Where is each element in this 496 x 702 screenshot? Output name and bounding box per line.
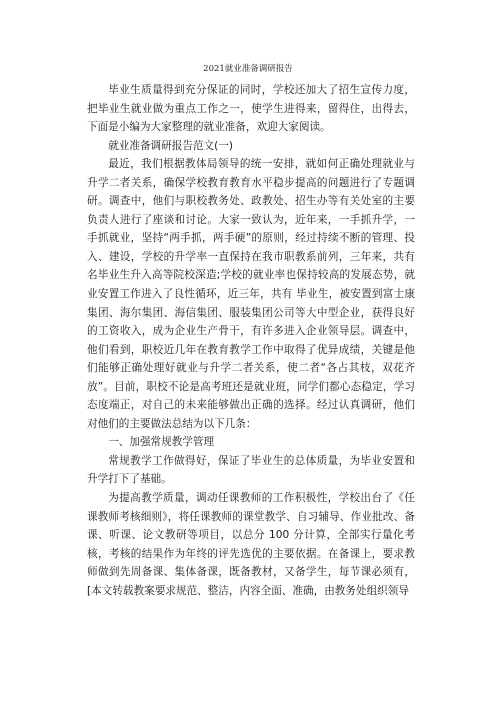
section-heading-sample-one: 就业准备调研报告范文(一)	[108, 139, 233, 152]
document-body	[87, 81, 415, 600]
document-title: 2021就业准备调研报告	[203, 64, 293, 74]
body-paragraph: 最近，我们根据教体局领导的统一安排，就如何正确处理就业与升学二者关系，确保学校教育教育水平稳步提高的问题进行了专题调研。调查中，他们与职校教务处、政教处、招生办等有关处室的主要负责人进行了座谈和讨论。大家一致认为，近年来，一手抓升学，一手抓就业，坚持“两手抓，两手硬”的原则，经过持续不断的管理、投入、建设，学校的升学率一直保持在我市职教系前列，三年来，共有 名毕业生升入高等院校深造;学校的就业率也保持较高的发展态势，就业安置工作进入了良性循环，近三年，共有 毕业生，被安置到富士康集团、海尔集团、海信集团、服装集团公司等大中型企业，获得良好的工资收入，成为企业生产骨干，有许多进入企业领导层。调查中，他们看到，职校近几年在教育教学工作中取得了优异成绩，关键是他们能够正确处理好就业与升学二者关系，使二者“各占其枝，双花齐放”。目前，职校不论是高考班还是就业班，同学们都心态稳定，学习态度端正，对自己的未来能够做出正确的选择。经过认真调研，他们对他们的主要做法总结为以下几条：	[87, 158, 415, 430]
subsection-heading: 一、加强常规教学管理	[108, 436, 215, 449]
body-paragraph: 为提高教学质量，调动任课教师的工作积极性，学校出台了《任课教师考核细则》，将任课教师的课堂教学、自习辅导、作业批改、备课、听课、论文教研等项目，以总分 100 分计算，全部实行量化考核，考核的结果作为年终的评先选优的主要依据。在备课上，要求教师做到先周备课、集体备课，既备教材，又备学生，每节课必须有，[本文转载教案要求规范、整洁，内容全面、准确，由教务处组织领导	[87, 492, 415, 597]
intro-paragraph: 毕业生质量得到充分保证的同时，学校还加大了招生宣传力度，把毕业生就业做为重点工作之一，使学生进得来，留得住，出得去，下面是小编为大家整理的就业准备，欢迎大家阅读。	[87, 84, 415, 134]
body-paragraph: 常规教学工作做得好，保证了毕业生的总体质量，为毕业安置和升学打下了基础。	[87, 454, 415, 486]
